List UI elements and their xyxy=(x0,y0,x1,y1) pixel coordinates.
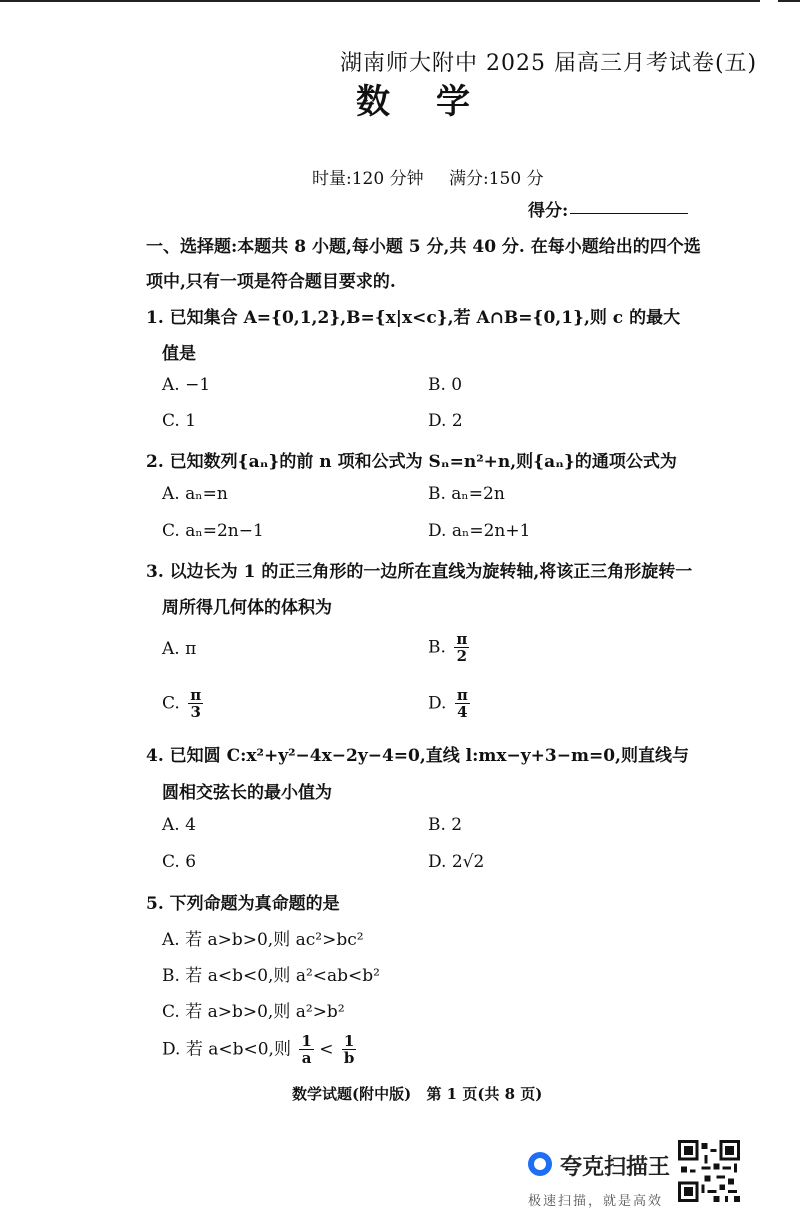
score-blank xyxy=(570,213,688,214)
question-3-option-c xyxy=(162,688,203,720)
footer-subject: 数学试题(附中版) xyxy=(292,1085,412,1103)
top-border-right xyxy=(778,0,800,2)
fraction-pi-over-4 xyxy=(455,688,470,720)
question-4-stem-cont: 圆相交弦长的最小值为 xyxy=(162,783,332,803)
footer-page-number: 第 1 页(共 8 页) xyxy=(426,1085,543,1103)
question-3-stem-cont: 周所得几何体的体积为 xyxy=(162,598,332,618)
denominator: 3 xyxy=(190,703,201,721)
question-2-option-a: A. aₙ=n xyxy=(162,484,228,504)
numerator: 1 xyxy=(301,1032,312,1050)
fraction-one-over-a xyxy=(299,1034,313,1066)
question-3-option-a: A. π xyxy=(162,639,197,659)
fraction-pi-over-2 xyxy=(454,632,469,664)
numerator: π xyxy=(456,630,468,648)
subject-title: 数学 xyxy=(356,82,516,122)
section-instructions-1: 一、选择题:本题共 8 小题,每小题 5 分,共 40 分. 在每小题给出的四个选 xyxy=(146,237,701,257)
question-5-option-d xyxy=(162,1034,356,1066)
option-text: D. 若 a<b<0,则 xyxy=(162,1039,291,1060)
denominator: 4 xyxy=(457,703,468,721)
question-4-option-a: A. 4 xyxy=(162,815,196,835)
question-1-option-a: A. −1 xyxy=(162,375,211,395)
scanner-watermark xyxy=(528,1146,688,1212)
option-letter: D. xyxy=(428,693,447,714)
time-limit: 时量:120 分钟 xyxy=(312,169,424,189)
numerator: 1 xyxy=(343,1032,355,1050)
numerator: π xyxy=(190,686,202,704)
full-score: 满分:150 分 xyxy=(449,169,544,189)
question-5-stem: 5. 下列命题为真命题的是 xyxy=(146,894,340,914)
qr-code-icon xyxy=(678,1140,740,1202)
score-label: 得分: xyxy=(528,201,569,221)
question-1-option-b: B. 0 xyxy=(428,375,463,395)
top-border xyxy=(0,0,760,2)
question-5-option-c: C. 若 a>b>0,则 a²>b² xyxy=(162,1002,345,1022)
question-4-option-c: C. 6 xyxy=(162,852,197,872)
denominator: 2 xyxy=(456,647,468,665)
question-2-stem: 2. 已知数列{aₙ}的前 n 项和公式为 Sₙ=n²+n,则{aₙ}的通项公式为 xyxy=(146,452,677,472)
question-3-stem: 3. 以边长为 1 的正三角形的一边所在直线为旋转轴,将该正三角形旋转一 xyxy=(146,562,693,582)
page-footer xyxy=(292,1083,542,1104)
denominator: b xyxy=(343,1049,355,1067)
exam-meta xyxy=(312,164,544,189)
question-1-option-d: D. 2 xyxy=(428,411,463,431)
question-2-option-b: B. aₙ=2n xyxy=(428,484,505,504)
scanner-logo-icon xyxy=(528,1152,552,1176)
question-5-option-b: B. 若 a<b<0,则 a²<ab<b² xyxy=(162,966,380,986)
scanner-slogan: 极速扫描，就是高效 xyxy=(528,1194,664,1209)
fraction-pi-over-3 xyxy=(188,688,203,720)
numerator: π xyxy=(456,686,468,704)
scanner-app-name: 夸克扫描王 xyxy=(560,1155,671,1180)
option-letter: C. xyxy=(162,693,180,714)
question-4-option-b: B. 2 xyxy=(428,815,463,835)
section-instructions-2: 项中,只有一项是符合题目要求的. xyxy=(146,272,396,292)
question-5-option-a: A. 若 a>b>0,则 ac²>bc² xyxy=(162,930,364,950)
question-4-option-d: D. 2√2 xyxy=(428,852,485,872)
denominator: a xyxy=(301,1049,312,1067)
question-1-stem: 1. 已知集合 A={0,1,2},B={x|x<c},若 A∩B={0,1},则 c 的最大 xyxy=(146,308,681,328)
question-2-option-c: C. aₙ=2n−1 xyxy=(162,521,264,541)
question-2-option-d: D. aₙ=2n+1 xyxy=(428,521,531,541)
question-3-option-b xyxy=(428,632,469,664)
less-than-sign: < xyxy=(319,1039,334,1060)
fraction-one-over-b xyxy=(342,1034,356,1066)
question-1-option-c: C. 1 xyxy=(162,411,197,431)
exam-title: 湖南师大附中 2025 届高三月考试卷(五) xyxy=(340,51,758,76)
option-letter: B. xyxy=(428,637,446,658)
question-1-stem-cont: 值是 xyxy=(162,344,196,364)
question-4-stem: 4. 已知圆 C:x²+y²−4x−2y−4=0,直线 l:mx−y+3−m=0,则直线与 xyxy=(146,746,689,766)
question-3-option-d xyxy=(428,688,470,720)
